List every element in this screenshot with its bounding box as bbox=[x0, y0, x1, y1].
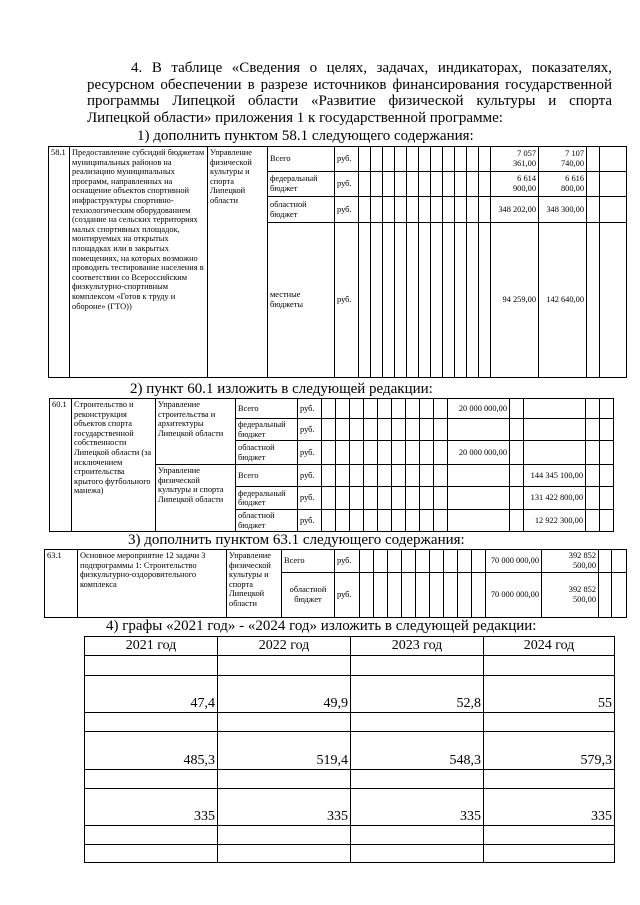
table-row bbox=[85, 656, 615, 676]
year-cell: 47,4 bbox=[85, 676, 218, 713]
source-cell: Всего bbox=[268, 147, 335, 172]
table-row bbox=[85, 732, 615, 770]
year-cell bbox=[484, 770, 615, 789]
item-description: Предоставление субсидий бюджетам муниципальных районов на реализацию муниципальных программ, направленных на оснащение объектов спортивной инфраструктуры спортивно-технологическим оборудованием (создание на сельских территориях малых спортивных площадок, монтируемых на открытых площадках или в закрытых помещениях, на которых возможно проводить тестирование населения в соответствии со Всероссийским физкультурно-спортивным комплексом «Готов к труду и обороне» (ГТО)) bbox=[70, 147, 208, 378]
table-row bbox=[85, 770, 615, 789]
year-cell: 335 bbox=[351, 789, 484, 826]
value-cell: 142 640,00 bbox=[539, 223, 587, 378]
item-number: 60.1 bbox=[50, 399, 72, 532]
value-cell bbox=[524, 419, 586, 441]
year-cell bbox=[85, 826, 218, 845]
year-cell: 579,3 bbox=[484, 732, 615, 770]
value-cell: 20 000 000,00 bbox=[448, 441, 510, 465]
year-cell bbox=[85, 845, 218, 863]
value-cell bbox=[448, 487, 510, 510]
year-cell: 49,9 bbox=[218, 676, 351, 713]
year-cell: 55 bbox=[484, 676, 615, 713]
item-number: 58.1 bbox=[49, 147, 70, 378]
year-cell: 52,8 bbox=[351, 676, 484, 713]
value-cell: 131 422 800,00 bbox=[524, 487, 586, 510]
unit-cell: руб. bbox=[298, 441, 322, 465]
section-1-heading: 1) дополнить пунктом 58.1 следующего содержания: bbox=[137, 128, 474, 144]
value-cell: 94 259,00 bbox=[491, 223, 539, 378]
value-cell bbox=[524, 399, 586, 419]
table-row bbox=[85, 845, 615, 863]
table-row bbox=[85, 826, 615, 845]
year-header: 2021 год bbox=[85, 637, 218, 656]
source-cell: федеральный бюджет bbox=[268, 172, 335, 197]
unit-cell: руб. bbox=[335, 172, 359, 197]
source-cell: областной бюджет bbox=[236, 441, 298, 465]
table-row bbox=[85, 713, 615, 732]
source-cell: федеральный бюджет bbox=[236, 487, 298, 510]
year-cell: 548,3 bbox=[351, 732, 484, 770]
source-cell: областной бюджет bbox=[282, 573, 335, 618]
source-cell: местные бюджеты bbox=[268, 223, 335, 378]
year-cell: 335 bbox=[218, 789, 351, 826]
unit-cell: руб. bbox=[298, 419, 322, 441]
unit-cell: руб. bbox=[298, 487, 322, 510]
value-cell: 392 852 500,00 bbox=[542, 550, 599, 573]
value-cell: 348 202,00 bbox=[491, 197, 539, 223]
unit-cell: руб. bbox=[298, 465, 322, 487]
table-58-1 bbox=[48, 146, 627, 378]
value-cell: 144 345 100,00 bbox=[524, 465, 586, 487]
table-63-1 bbox=[44, 549, 627, 618]
source-cell: областной бюджет bbox=[236, 510, 298, 532]
year-cell: 519,4 bbox=[218, 732, 351, 770]
year-cell bbox=[351, 656, 484, 676]
year-cell bbox=[484, 713, 615, 732]
year-cell bbox=[218, 713, 351, 732]
value-cell: 20 000 000,00 bbox=[448, 399, 510, 419]
unit-cell: руб. bbox=[335, 573, 360, 618]
source-cell: областной бюджет bbox=[268, 197, 335, 223]
section-3-heading: 3) дополнить пунктом 63.1 следующего содержания: bbox=[128, 532, 465, 548]
unit-cell: руб. bbox=[298, 399, 322, 419]
year-cell bbox=[351, 713, 484, 732]
unit-cell: руб. bbox=[335, 550, 360, 573]
source-cell: Всего bbox=[236, 465, 298, 487]
year-cell bbox=[484, 656, 615, 676]
year-cell bbox=[218, 656, 351, 676]
table-row bbox=[85, 789, 615, 826]
year-cell bbox=[85, 656, 218, 676]
item-executor: Управление строительства и архитектуры Липецкой области bbox=[156, 399, 236, 465]
section-4-heading: 4) графы «2021 год» - «2024 год» изложить в следующей редакции: bbox=[106, 618, 537, 634]
value-cell: 6 614 900,00 bbox=[491, 172, 539, 197]
unit-cell: руб. bbox=[335, 197, 359, 223]
value-cell: 6 616 800,00 bbox=[539, 172, 587, 197]
year-cell bbox=[218, 826, 351, 845]
year-cell bbox=[218, 770, 351, 789]
intro-paragraph: 4. В таблице «Сведения о целях, задачах, индикаторах, показателях, ресурсном обеспечении в разрезе источников финансирования государственной программы Липецкой области «Развитие физической культуры и спорта Липецкой области» приложения 1 к государственной программе: bbox=[87, 60, 612, 126]
year-header: 2023 год bbox=[351, 637, 484, 656]
year-cell bbox=[484, 826, 615, 845]
year-header: 2024 год bbox=[484, 637, 615, 656]
year-cell: 335 bbox=[85, 789, 218, 826]
year-cell bbox=[484, 845, 615, 863]
source-cell: Всего bbox=[236, 399, 298, 419]
value-cell: 392 852 500,00 bbox=[542, 573, 599, 618]
item-executor: Управление физической культуры и спорта Липецкой области bbox=[156, 465, 236, 532]
item-description: Строительство и реконструкция объектов спорта государственной собственности Липецкой области (за исключением строительства крытого футбольного манежа) bbox=[72, 399, 156, 532]
year-cell: 485,3 bbox=[85, 732, 218, 770]
value-cell bbox=[524, 441, 586, 465]
year-cell: 335 bbox=[484, 789, 615, 826]
value-cell: 12 922 300,00 bbox=[524, 510, 586, 532]
unit-cell: руб. bbox=[335, 147, 359, 172]
item-number: 63.1 bbox=[45, 550, 78, 618]
table-60-1 bbox=[49, 398, 614, 532]
section-2-heading: 2) пункт 60.1 изложить в следующей редакции: bbox=[130, 381, 433, 397]
item-description: Основное мероприятие 12 задачи 3 подпрограммы 1: Строительство физкультурно-оздоровительного комплекса bbox=[78, 550, 227, 618]
unit-cell: руб. bbox=[298, 510, 322, 532]
item-executor: Управление физической культуры и спорта Липецкой области bbox=[208, 147, 268, 378]
year-cell bbox=[85, 770, 218, 789]
value-cell: 348 300,00 bbox=[539, 197, 587, 223]
source-cell: Всего bbox=[282, 550, 335, 573]
value-cell: 70 000 000,00 bbox=[486, 550, 542, 573]
source-cell: федеральный бюджет bbox=[236, 419, 298, 441]
year-cell bbox=[218, 845, 351, 863]
value-cell: 7 107 740,00 bbox=[539, 147, 587, 172]
year-cell bbox=[351, 826, 484, 845]
table-row bbox=[85, 676, 615, 713]
value-cell bbox=[448, 510, 510, 532]
value-cell bbox=[448, 465, 510, 487]
year-cell bbox=[351, 770, 484, 789]
unit-cell: руб. bbox=[335, 223, 359, 378]
year-cell bbox=[351, 845, 484, 863]
item-executor: Управление физической культуры и спорта Липецкой области bbox=[227, 550, 282, 618]
value-cell bbox=[448, 419, 510, 441]
table-years bbox=[84, 636, 615, 863]
value-cell: 70 000 000,00 bbox=[486, 573, 542, 618]
year-header: 2022 год bbox=[218, 637, 351, 656]
year-cell bbox=[85, 713, 218, 732]
value-cell: 7 057 361,00 bbox=[491, 147, 539, 172]
